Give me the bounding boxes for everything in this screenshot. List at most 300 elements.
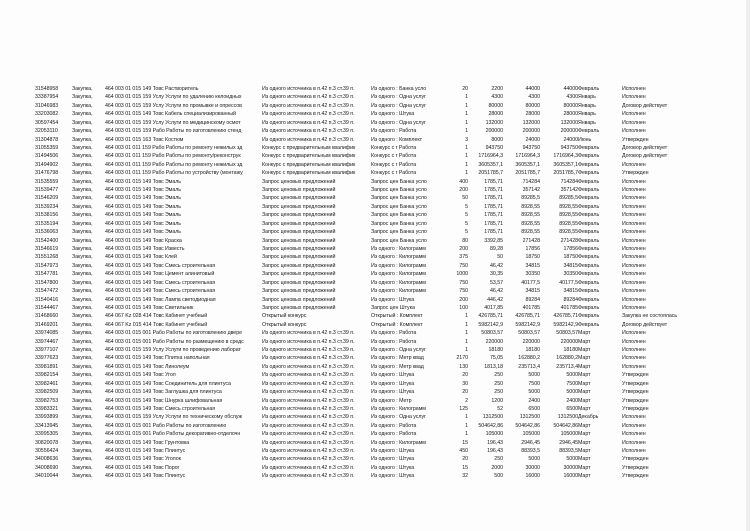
- purchase-type-cell: Закупка,: [72, 94, 93, 101]
- quantity-cell: 1: [465, 313, 468, 320]
- sum-cell: 8928,55: [521, 212, 540, 219]
- sum-cell: 5000: [528, 372, 540, 379]
- procurement-method-cell: Запрос ценовых предложений: [262, 245, 336, 252]
- sum-total-cell: 271428: [560, 237, 578, 244]
- sum-cell: 80000: [525, 102, 540, 109]
- month-cell: Февраль: [578, 245, 600, 252]
- purchase-type-cell: Закупка,: [72, 178, 93, 185]
- plan-id-cell: 32053110: [35, 128, 58, 135]
- unit-price-cell: 500: [494, 473, 503, 480]
- status-cell: Исполнен: [622, 237, 646, 244]
- status-cell: Исполнен: [622, 304, 646, 311]
- procurement-method-cell: Запрос ценовых предложений: [262, 203, 336, 210]
- purchase-type-cell: Закупка,: [72, 431, 93, 438]
- purchase-type-cell: Закупка,: [72, 86, 93, 92]
- quantity-cell: 450: [459, 448, 468, 455]
- month-cell: Март: [578, 473, 591, 480]
- method-unit-cell: Из одного : Одна услуг: [371, 347, 426, 354]
- status-cell: Утвержден: [622, 389, 649, 396]
- quantity-cell: 5: [465, 220, 468, 227]
- quantity-cell: 2: [465, 397, 468, 404]
- sum-cell: 7500: [528, 380, 540, 387]
- procurement-method-cell: Запрос ценовых предложений: [262, 288, 336, 295]
- unit-price-cell: 105000: [485, 431, 503, 438]
- plan-id-cell: 31494506: [35, 153, 59, 160]
- sum-cell: 40177,5: [521, 279, 540, 286]
- unit-price-cell: 75,05: [489, 355, 503, 362]
- plan-id-cell: 31551268: [35, 254, 59, 261]
- month-cell: Февраль: [578, 187, 600, 194]
- plan-id-cell: 34008690: [35, 464, 59, 471]
- purchase-type-cell: Закупка,: [72, 161, 93, 168]
- method-unit-cell: Запрос цен Банка усло: [371, 187, 427, 194]
- item-code-name-cell: 464 003 01 015 149 Товс Плинтус: [105, 448, 186, 455]
- sum-total-cell: 40177,5: [559, 279, 578, 286]
- plan-id-cell: 31538156: [35, 212, 59, 219]
- item-code-name-cell: 464 003 01 011 159 Рабо Работы по ремонту/реконструк: [105, 153, 241, 160]
- method-unit-cell: Запрос цен Банка усло: [371, 220, 427, 227]
- item-code-name-cell: 464 067 Kz 028 414 Товс Кабинет учебный: [105, 313, 208, 320]
- plan-id-cell: 33387954: [35, 94, 59, 101]
- item-code-name-cell: 464 003 01 015 149 Товс Эмаль: [105, 178, 181, 185]
- quantity-cell: 20: [462, 389, 468, 396]
- month-cell: Март: [578, 347, 591, 354]
- item-code-name-cell: 464 003 01 011 159 Рабо Работы по ремонту нежилых зд: [105, 144, 243, 151]
- quantity-cell: 1: [465, 111, 468, 118]
- method-unit-cell: Из одного : Штука: [371, 464, 415, 471]
- item-code-name-cell: 464 003 01 015 001 Рабо Работы по размещению в средс: [105, 338, 244, 345]
- month-cell: Февраль: [578, 195, 600, 202]
- month-cell: Февраль: [578, 237, 600, 244]
- procurement-method-cell: Запрос ценовых предложений: [262, 279, 336, 286]
- method-unit-cell: Из одного : Банка усло: [371, 86, 427, 92]
- item-code-name-cell: 464 003 01 015 149 Товс Шнурка шлифовальная: [105, 397, 223, 404]
- item-code-name-cell: 464 003 01 015 159 Услу Услуги по удалению келоидных: [105, 94, 242, 101]
- unit-price-cell: 132000: [485, 119, 503, 126]
- quantity-cell: 20: [462, 456, 468, 463]
- procurement-method-cell: Конкурс с предварительным квалифик: [262, 144, 356, 151]
- item-code-name-cell: 464 003 01 015 149 Товс Краска: [105, 237, 182, 244]
- plan-id-cell: 31546619: [35, 245, 59, 252]
- procurement-method-cell: Из одного источника в п.42 п.3 ст.39 п.: [262, 422, 355, 429]
- purchase-type-cell: Закупка,: [72, 245, 93, 252]
- method-unit-cell: Из одного : Килограмм: [371, 271, 426, 278]
- month-cell: Март: [578, 397, 591, 404]
- status-cell: Исполнен: [622, 296, 646, 303]
- status-cell: Договор действует: [622, 144, 668, 151]
- unit-price-cell: 52: [497, 405, 503, 412]
- purchase-type-cell: Закупка,: [72, 262, 93, 269]
- sum-cell: 426785,71: [515, 313, 540, 320]
- sum-cell: 105000: [522, 431, 540, 438]
- purchase-type-cell: Закупка,: [72, 254, 93, 261]
- method-unit-cell: Из одного : Килограмм: [371, 405, 426, 412]
- sum-cell: 18750: [525, 254, 540, 261]
- status-cell: Утвержден: [622, 136, 649, 143]
- item-code-name-cell: 464 003 01 015 001 Рабо Работы по изготовлению двере: [105, 330, 242, 337]
- month-cell: Март: [578, 456, 591, 463]
- status-cell: Закупка не состоялась: [622, 313, 678, 320]
- sum-total-cell: 943750: [560, 144, 578, 151]
- method-unit-cell: Из одного : Комплект: [371, 136, 423, 143]
- procurement-method-cell: Из одного источника в п.42 п.3 ст.39 п.: [262, 119, 355, 126]
- unit-price-cell: 220000: [485, 338, 503, 345]
- procurement-method-cell: Из одного источника в п.42 п.3 ст.39 п.: [262, 389, 355, 396]
- sum-total-cell: 235713,4: [556, 363, 578, 370]
- plan-id-cell: 34008636: [35, 456, 59, 463]
- status-cell: Исполнен: [622, 439, 646, 446]
- month-cell: Февраль: [578, 178, 600, 185]
- procurement-method-cell: Из одного источника в п.42 п.3 ст.39 п.: [262, 94, 355, 101]
- item-code-name-cell: 464 067 Kz 015 414 Товс Кабинет учебный: [105, 321, 208, 328]
- sum-total-cell: 401785: [560, 304, 578, 311]
- quantity-cell: 1: [465, 170, 468, 177]
- quantity-cell: 5: [465, 229, 468, 236]
- purchase-type-cell: Закупка,: [72, 128, 93, 135]
- sum-cell: 3605357,1: [515, 161, 540, 168]
- sum-total-cell: 28000: [563, 111, 578, 118]
- quantity-cell: 1: [465, 128, 468, 135]
- status-cell: Исполнен: [622, 288, 646, 295]
- sum-cell: 162880,2: [518, 355, 540, 362]
- plan-id-cell: 33982461: [35, 380, 59, 387]
- unit-price-cell: 50803,57: [481, 330, 503, 337]
- purchase-type-cell: Закупка,: [72, 170, 93, 177]
- method-unit-cell: Из одного : Работа: [371, 431, 417, 438]
- item-code-name-cell: 464 003 01 015 149 Товс Лампа светодиодная: [105, 296, 216, 303]
- purchase-type-cell: Закупка,: [72, 464, 93, 471]
- unit-price-cell: 5982142,9: [478, 321, 503, 328]
- month-cell: Март: [578, 422, 591, 429]
- month-cell: Февраль: [578, 271, 600, 278]
- sum-cell: 357142: [522, 187, 540, 194]
- procurement-method-cell: Запрос ценовых предложений: [262, 229, 336, 236]
- plan-id-cell: 31539234: [35, 203, 59, 210]
- status-cell: Исполнен: [622, 262, 646, 269]
- purchase-type-cell: Закупка,: [72, 473, 93, 480]
- purchase-type-cell: Закупка,: [72, 380, 93, 387]
- status-cell: Исполнен: [622, 212, 646, 219]
- purchase-type-cell: Закупка,: [72, 203, 93, 210]
- sum-cell: 132000: [522, 119, 540, 126]
- method-unit-cell: Из одного : Работа: [371, 422, 417, 429]
- purchase-type-cell: Закупка,: [72, 296, 93, 303]
- purchase-type-cell: Закупка,: [72, 397, 93, 404]
- method-unit-cell: Запрос цен Банка усло: [371, 212, 427, 219]
- month-cell: Февраль: [578, 229, 600, 236]
- unit-price-cell: 250: [494, 380, 503, 387]
- sum-total-cell: 200000: [560, 128, 578, 135]
- plan-id-cell: 30820078: [35, 439, 59, 446]
- quantity-cell: 1000: [456, 271, 468, 278]
- method-unit-cell: Из одного : Штука: [371, 473, 415, 480]
- procurement-method-cell: Запрос ценовых предложений: [262, 220, 336, 227]
- status-cell: Исполнен: [622, 355, 646, 362]
- sum-total-cell: 24000: [563, 136, 578, 143]
- item-code-name-cell: 464 003 01 015 159 Услу Услуги по промывке и опрессов: [105, 102, 242, 109]
- status-cell: Исполнен: [622, 422, 646, 429]
- purchase-type-cell: Закупка,: [72, 279, 93, 286]
- unit-price-cell: 2200: [491, 86, 503, 92]
- status-cell: Исполнен: [622, 128, 646, 135]
- month-cell: Февраль: [578, 212, 600, 219]
- status-cell: Исполнен: [622, 195, 646, 202]
- unit-price-cell: 196,43: [487, 448, 503, 455]
- status-cell: Утвержден: [622, 170, 649, 177]
- purchase-type-cell: Закупка,: [72, 153, 93, 160]
- unit-price-cell: 1785,71: [484, 220, 503, 227]
- sum-total-cell: 8928,55: [559, 220, 578, 227]
- quantity-cell: 15: [462, 464, 468, 471]
- plan-id-cell: 33203082: [35, 111, 59, 118]
- status-cell: Утвержден: [622, 456, 649, 463]
- unit-price-cell: 1200: [491, 397, 503, 404]
- quantity-cell: 1: [465, 431, 468, 438]
- sum-cell: 17856: [525, 245, 540, 252]
- method-unit-cell: Из одного : Одна услуг: [371, 94, 426, 101]
- quantity-cell: 5: [465, 212, 468, 219]
- unit-price-cell: 426785,71: [478, 313, 503, 320]
- method-unit-cell: Запрос цен Банка усло: [371, 203, 427, 210]
- sum-cell: 88393,5: [521, 448, 540, 455]
- plan-id-cell: 31547472: [35, 288, 59, 295]
- status-cell: Исполнен: [622, 119, 646, 126]
- method-unit-cell: Из одного : Метр: [371, 397, 412, 404]
- method-unit-cell: Из одного : Килограмм: [371, 245, 426, 252]
- month-cell: Февраль: [578, 279, 600, 286]
- method-unit-cell: Из одного : Килограмм: [371, 439, 426, 446]
- status-cell: Исполнен: [622, 229, 646, 236]
- unit-price-cell: 30,35: [489, 271, 503, 278]
- sum-cell: 89285,5: [521, 195, 540, 202]
- purchase-type-cell: Закупка,: [72, 363, 93, 370]
- unit-price-cell: 80000: [488, 102, 503, 109]
- procurement-method-cell: Из одного источника в п.42 п.3 ст.39 п.: [262, 355, 355, 362]
- procurement-method-cell: Открытый конкурс: [262, 321, 307, 328]
- plan-id-cell: 34010044: [35, 473, 59, 480]
- plan-id-cell: 31540416: [35, 296, 59, 303]
- status-cell: Исполнен: [622, 338, 646, 345]
- purchase-type-cell: Закупка,: [72, 439, 93, 446]
- sum-total-cell: 2051785,7: [553, 170, 578, 177]
- plan-id-cell: 31494902: [35, 161, 59, 168]
- procurement-method-cell: Запрос ценовых предложений: [262, 178, 336, 185]
- month-cell: Февраль: [578, 304, 600, 311]
- sum-cell: 504642,86: [515, 422, 540, 429]
- purchase-type-cell: Закупка,: [72, 456, 93, 463]
- month-cell: Январь: [578, 94, 596, 101]
- sum-total-cell: 34815: [563, 288, 578, 295]
- item-code-name-cell: 464 003 01 015 001 Рабо Работы декоративно-отделочн: [105, 431, 241, 438]
- month-cell: Февраль: [578, 262, 600, 269]
- method-unit-cell: Конкурс с г Работа: [371, 153, 417, 160]
- unit-price-cell: 250: [494, 372, 503, 379]
- procurement-method-cell: Запрос ценовых предложений: [262, 195, 336, 202]
- item-code-name-cell: 464 003 01 011 159 Рабо Работы по ремонту нежилых зд: [105, 161, 243, 168]
- sum-total-cell: 3605357,1: [553, 161, 578, 168]
- sum-total-cell: 8928,55: [559, 212, 578, 219]
- sum-cell: 8928,55: [521, 203, 540, 210]
- purchase-type-cell: Закупка,: [72, 271, 93, 278]
- unit-price-cell: 2051785,7: [478, 170, 503, 177]
- purchase-type-cell: Закупка,: [72, 220, 93, 227]
- month-cell: Март: [578, 355, 591, 362]
- item-code-name-cell: 464 003 01 015 149 Товс Порог: [105, 464, 180, 471]
- quantity-cell: 1: [465, 414, 468, 421]
- purchase-type-cell: Закупка,: [72, 405, 93, 412]
- month-cell: Март: [578, 363, 591, 370]
- month-cell: Февраль: [578, 203, 600, 210]
- sum-total-cell: 44000: [563, 86, 578, 92]
- status-cell: Исполнен: [622, 414, 646, 421]
- unit-price-cell: 53,57: [489, 279, 503, 286]
- sum-total-cell: 714284: [560, 178, 578, 185]
- quantity-cell: 1: [465, 119, 468, 126]
- item-code-name-cell: 464 003 01 015 149 Товс Линолеум: [105, 363, 190, 370]
- procurement-method-cell: Запрос ценовых предложений: [262, 237, 336, 244]
- quantity-cell: 80: [462, 237, 468, 244]
- unit-price-cell: 2000: [491, 464, 503, 471]
- sum-cell: 34815: [525, 288, 540, 295]
- sum-cell: 1312500: [519, 414, 540, 421]
- unit-price-cell: 46,42: [489, 262, 503, 269]
- sum-total-cell: 357142: [560, 187, 578, 194]
- status-cell: Исполнен: [622, 94, 646, 101]
- status-cell: Утвержден: [622, 397, 649, 404]
- purchase-type-cell: Закупка,: [72, 330, 93, 337]
- table-row: [0, 472, 750, 481]
- sum-cell: 89284: [525, 296, 540, 303]
- procurement-method-cell: Запрос ценовых предложений: [262, 271, 336, 278]
- unit-price-cell: 1813,18: [484, 363, 503, 370]
- unit-price-cell: 250: [494, 456, 503, 463]
- procurement-method-cell: Запрос ценовых предложений: [262, 262, 336, 269]
- item-code-name-cell: 464 003 01 015 159 Рабо Работы по изготовлению стенд: [105, 128, 242, 135]
- status-cell: Исполнен: [622, 245, 646, 252]
- quantity-cell: 2170: [456, 355, 468, 362]
- status-cell: Утвержден: [622, 473, 649, 480]
- quantity-cell: 50: [462, 195, 468, 202]
- sum-cell: 220000: [522, 338, 540, 345]
- sum-total-cell: 30350: [563, 271, 578, 278]
- quantity-cell: 1: [465, 422, 468, 429]
- sum-total-cell: 1716964,3: [553, 153, 578, 160]
- procurement-method-cell: Из одного источника в п.42 п.3 ст.39 п.: [262, 380, 355, 387]
- plan-id-cell: 33974467: [35, 338, 59, 345]
- item-code-name-cell: 464 003 01 015 149 Товс Угол: [105, 372, 176, 379]
- status-cell: Исполнен: [622, 161, 646, 168]
- sum-total-cell: 7500: [566, 380, 578, 387]
- plan-id-cell: 31469201: [35, 321, 59, 328]
- unit-price-cell: 46,42: [489, 288, 503, 295]
- status-cell: Утвержден: [622, 464, 649, 471]
- purchase-type-cell: Закупка,: [72, 102, 93, 109]
- sum-cell: 2946,45: [521, 439, 540, 446]
- sum-total-cell: 8928,55: [559, 203, 578, 210]
- sum-cell: 30350: [525, 271, 540, 278]
- item-code-name-cell: 464 003 01 015 149 Товс Эмаль: [105, 203, 181, 210]
- sum-cell: 714284: [522, 178, 540, 185]
- method-unit-cell: Из одного : Одна услуг: [371, 102, 426, 109]
- plan-id-cell: 31535194: [35, 220, 59, 227]
- sum-cell: 2051785,7: [515, 170, 540, 177]
- unit-price-cell: 943750: [485, 144, 503, 151]
- status-cell: Исполнен: [622, 86, 646, 92]
- sum-total-cell: 5982142,9: [553, 321, 578, 328]
- sum-total-cell: 80000: [563, 102, 578, 109]
- purchase-type-cell: Закупка,: [72, 187, 93, 194]
- item-code-name-cell: 464 003 01 015 149 Товс Смесь строительная: [105, 279, 216, 286]
- plan-id-cell: 33993899: [35, 414, 59, 421]
- sum-cell: 5000: [528, 456, 540, 463]
- method-unit-cell: Из одного : Штука: [371, 296, 415, 303]
- method-unit-cell: Из одного : Одна услуг: [371, 414, 426, 421]
- sum-cell: 24000: [525, 136, 540, 143]
- month-cell: Март: [578, 448, 591, 455]
- month-cell: Февраль: [578, 254, 600, 261]
- method-unit-cell: Из одного : Килограмм: [371, 262, 426, 269]
- sum-total-cell: 89285,5: [559, 195, 578, 202]
- unit-price-cell: 4017,85: [484, 304, 503, 311]
- procurement-method-cell: Из одного источника в п.42 п.3 ст.39 п.: [262, 464, 355, 471]
- sum-total-cell: 17856: [563, 245, 578, 252]
- unit-price-cell: 250: [494, 389, 503, 396]
- purchase-type-cell: Закупка,: [72, 288, 93, 295]
- month-cell: Март: [578, 439, 591, 446]
- month-cell: Март: [578, 330, 591, 337]
- item-code-name-cell: 464 003 01 015 159 Услу Услуги по техническому обслуж: [105, 414, 243, 421]
- unit-price-cell: 1785,71: [484, 178, 503, 185]
- plan-id-cell: 30597454: [35, 119, 59, 126]
- method-unit-cell: Из одного : Работа: [371, 128, 417, 135]
- plan-id-cell: 33977623: [35, 355, 59, 362]
- method-unit-cell: Из одного : Работа: [371, 330, 417, 337]
- plan-id-cell: 31304878: [35, 136, 59, 143]
- sum-total-cell: 132000: [560, 119, 578, 126]
- procurement-method-cell: Из одного источника в п.42 п.3 ст.39 п.: [262, 456, 355, 463]
- unit-price-cell: 8000: [491, 136, 503, 143]
- quantity-cell: 1: [465, 347, 468, 354]
- sum-total-cell: 18180: [563, 347, 578, 354]
- item-code-name-cell: 464 003 01 015 149 Товс Плинтус: [105, 473, 186, 480]
- procurement-method-cell: Запрос ценовых предложений: [262, 187, 336, 194]
- sum-total-cell: 50803,57: [556, 330, 578, 337]
- quantity-cell: 200: [459, 245, 468, 252]
- plan-id-cell: 31539477: [35, 187, 59, 194]
- quantity-cell: 375: [459, 254, 468, 261]
- plan-id-cell: 30556424: [35, 448, 59, 455]
- month-cell: Февраль: [578, 128, 600, 135]
- quantity-cell: 5: [465, 203, 468, 210]
- month-cell: Январь: [578, 102, 596, 109]
- month-cell: Март: [578, 431, 591, 438]
- unit-price-cell: 196,43: [487, 439, 503, 446]
- status-cell: Договор действует: [622, 321, 668, 328]
- plan-id-cell: 31055359: [35, 144, 59, 151]
- purchase-type-cell: Закупка,: [72, 321, 93, 328]
- procurement-method-cell: Из одного источника в п.42 п.3 ст.39 п.: [262, 330, 355, 337]
- sum-cell: 16000: [525, 473, 540, 480]
- purchase-type-cell: Закупка,: [72, 372, 93, 379]
- month-cell: Март: [578, 389, 591, 396]
- quantity-cell: 1: [465, 153, 468, 160]
- month-cell: Март: [578, 338, 591, 345]
- quantity-cell: 750: [459, 262, 468, 269]
- method-unit-cell: Из одного : Килограмм: [371, 254, 426, 261]
- purchase-type-cell: Закупка,: [72, 212, 93, 219]
- quantity-cell: 125: [459, 405, 468, 412]
- plan-id-cell: 33982753: [35, 397, 59, 404]
